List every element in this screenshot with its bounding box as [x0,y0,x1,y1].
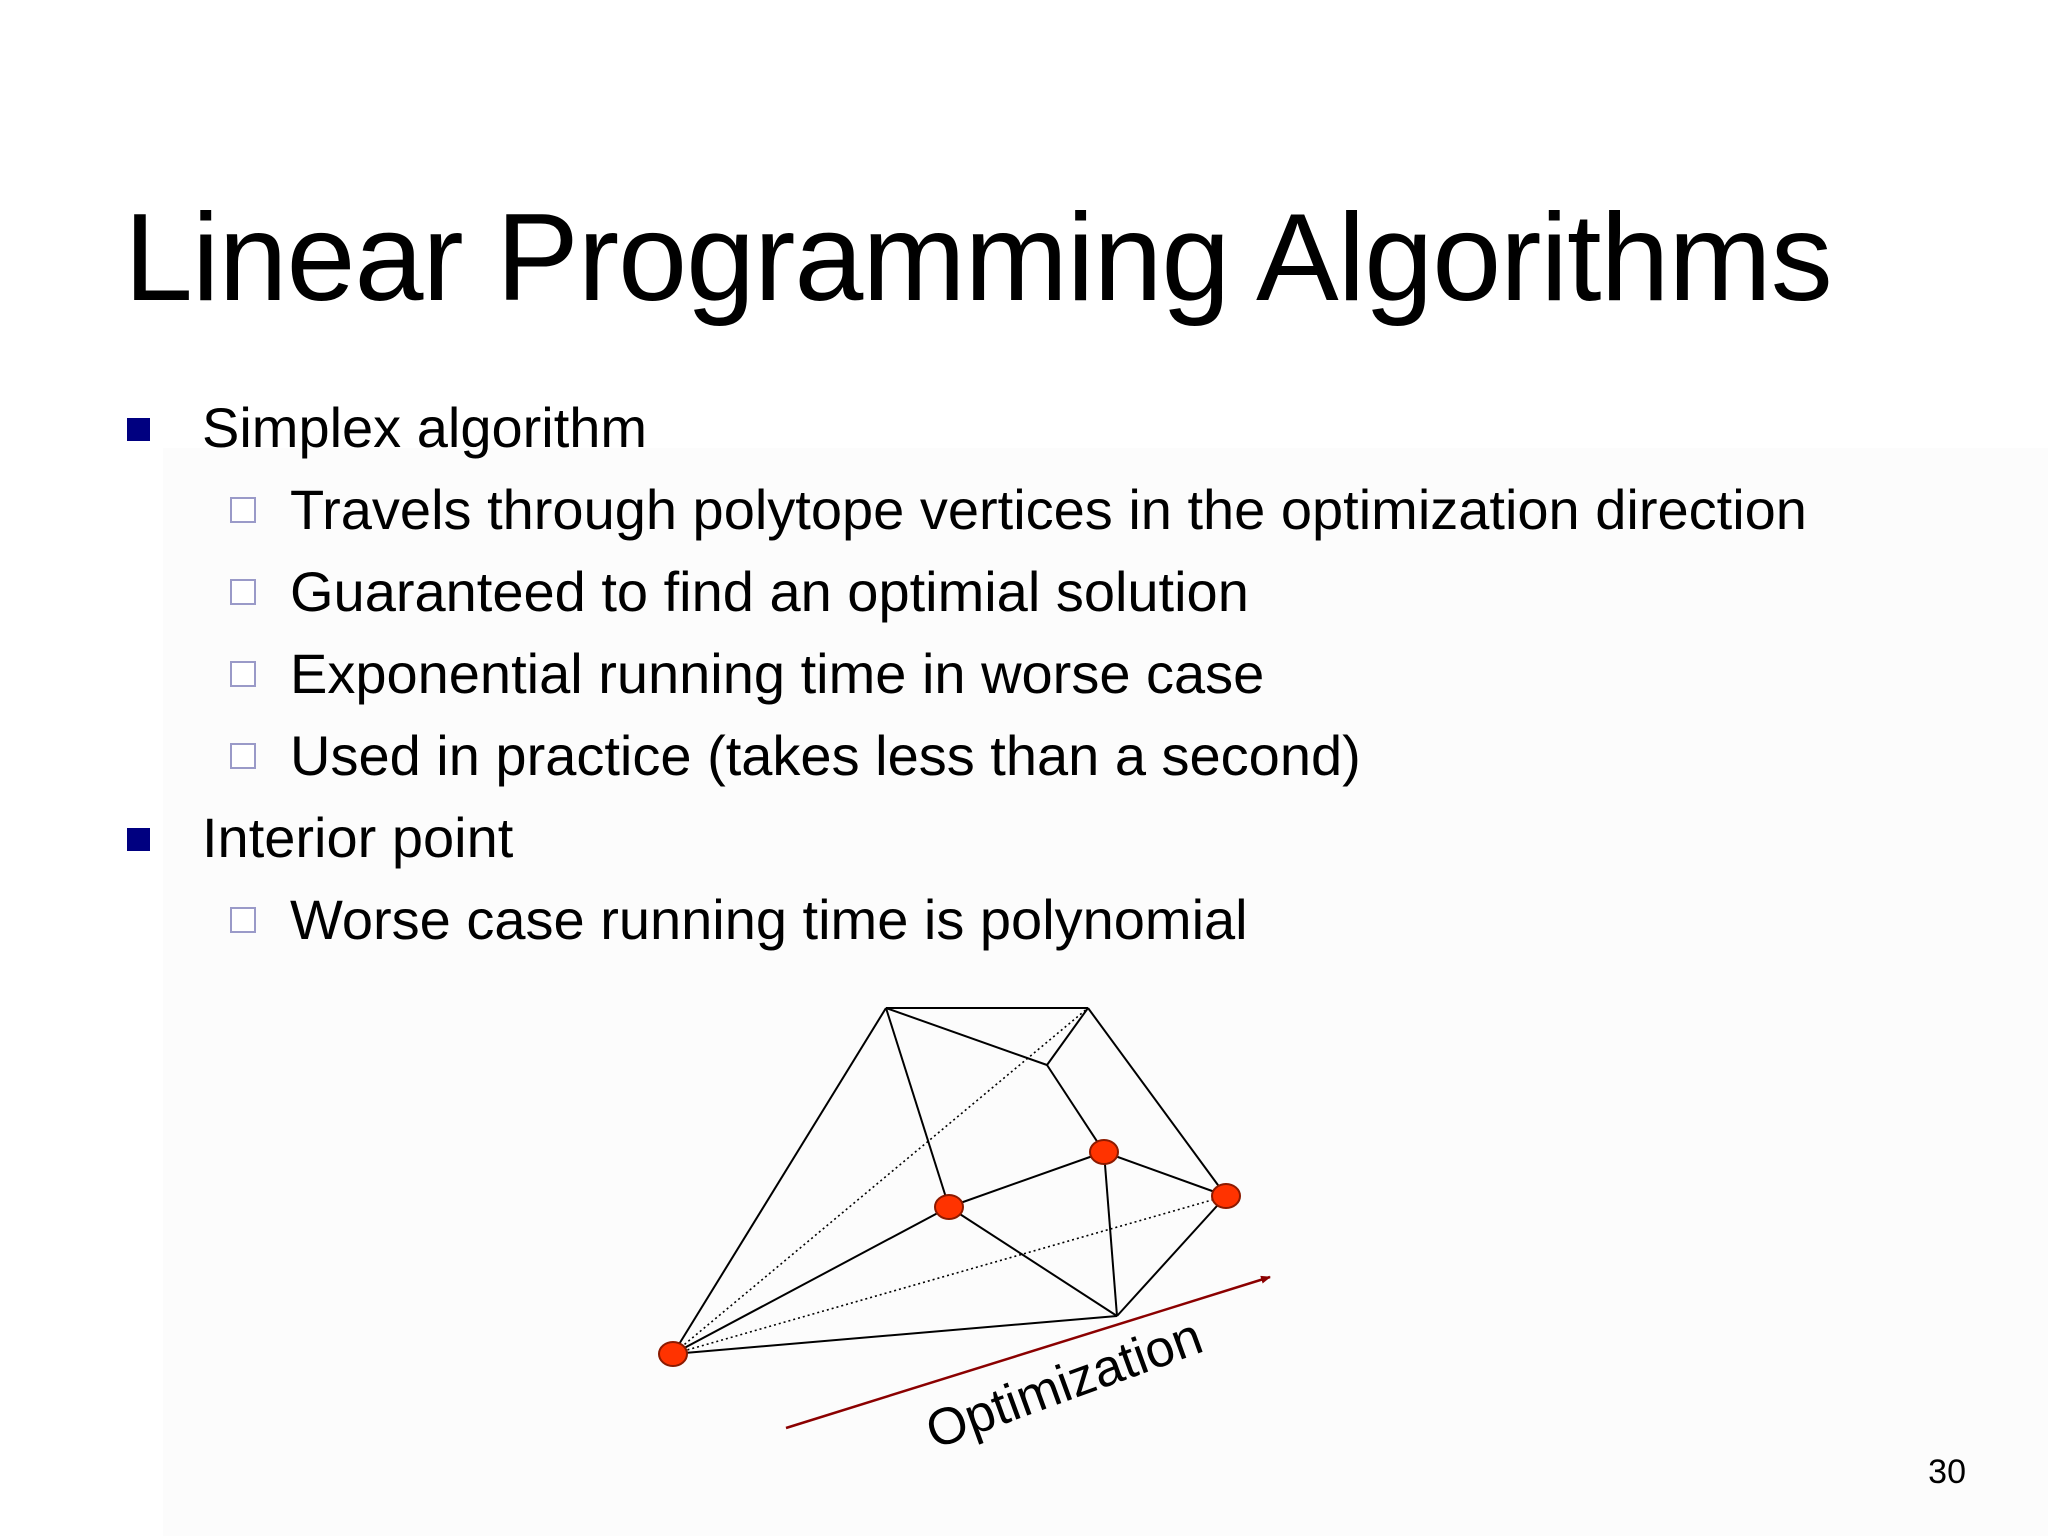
sub-bullet-text: Guaranteed to find an optimial solution [290,560,1249,623]
polytope-edge [949,1207,1117,1316]
polytope-edge [673,1008,886,1354]
polytope-edge [673,1207,949,1354]
sub-bullet-text: Exponential running time in worse case [290,642,1265,705]
bullet-text: Interior point [202,806,514,869]
polytope-edge [1088,1008,1226,1196]
polytope-edge [1104,1152,1117,1316]
polytope-edge [673,1316,1117,1354]
vertex-marker [1212,1184,1240,1208]
polytope-edges [673,1008,1226,1354]
vertex-marker [935,1195,963,1219]
vertex-marker [659,1342,687,1366]
optimization-label: Optimization [918,1307,1210,1461]
polytope-edge [1047,1065,1104,1152]
polytope-edge [1104,1152,1226,1196]
polytope-edge [1117,1196,1226,1316]
page-number: 30 [1928,1453,1966,1491]
sub-bullet-text: Worse case running time is polynomial [290,888,1248,951]
sub-bullet-text: Used in practice (takes less than a second) [290,724,1361,787]
hidden-edge [673,1008,1088,1354]
hidden-edges [673,1008,1226,1354]
slide-title: Linear Programming Algorithms [124,189,1832,327]
sub-bullet-text: Travels through polytope vertices in the optimization direction [290,478,1807,541]
polytope-edge [886,1008,949,1207]
polytope-edge [886,1008,1047,1065]
bullet-text: Simplex algorithm [202,396,648,459]
polytope-edge [949,1152,1104,1207]
vertex-marker [1090,1140,1118,1164]
